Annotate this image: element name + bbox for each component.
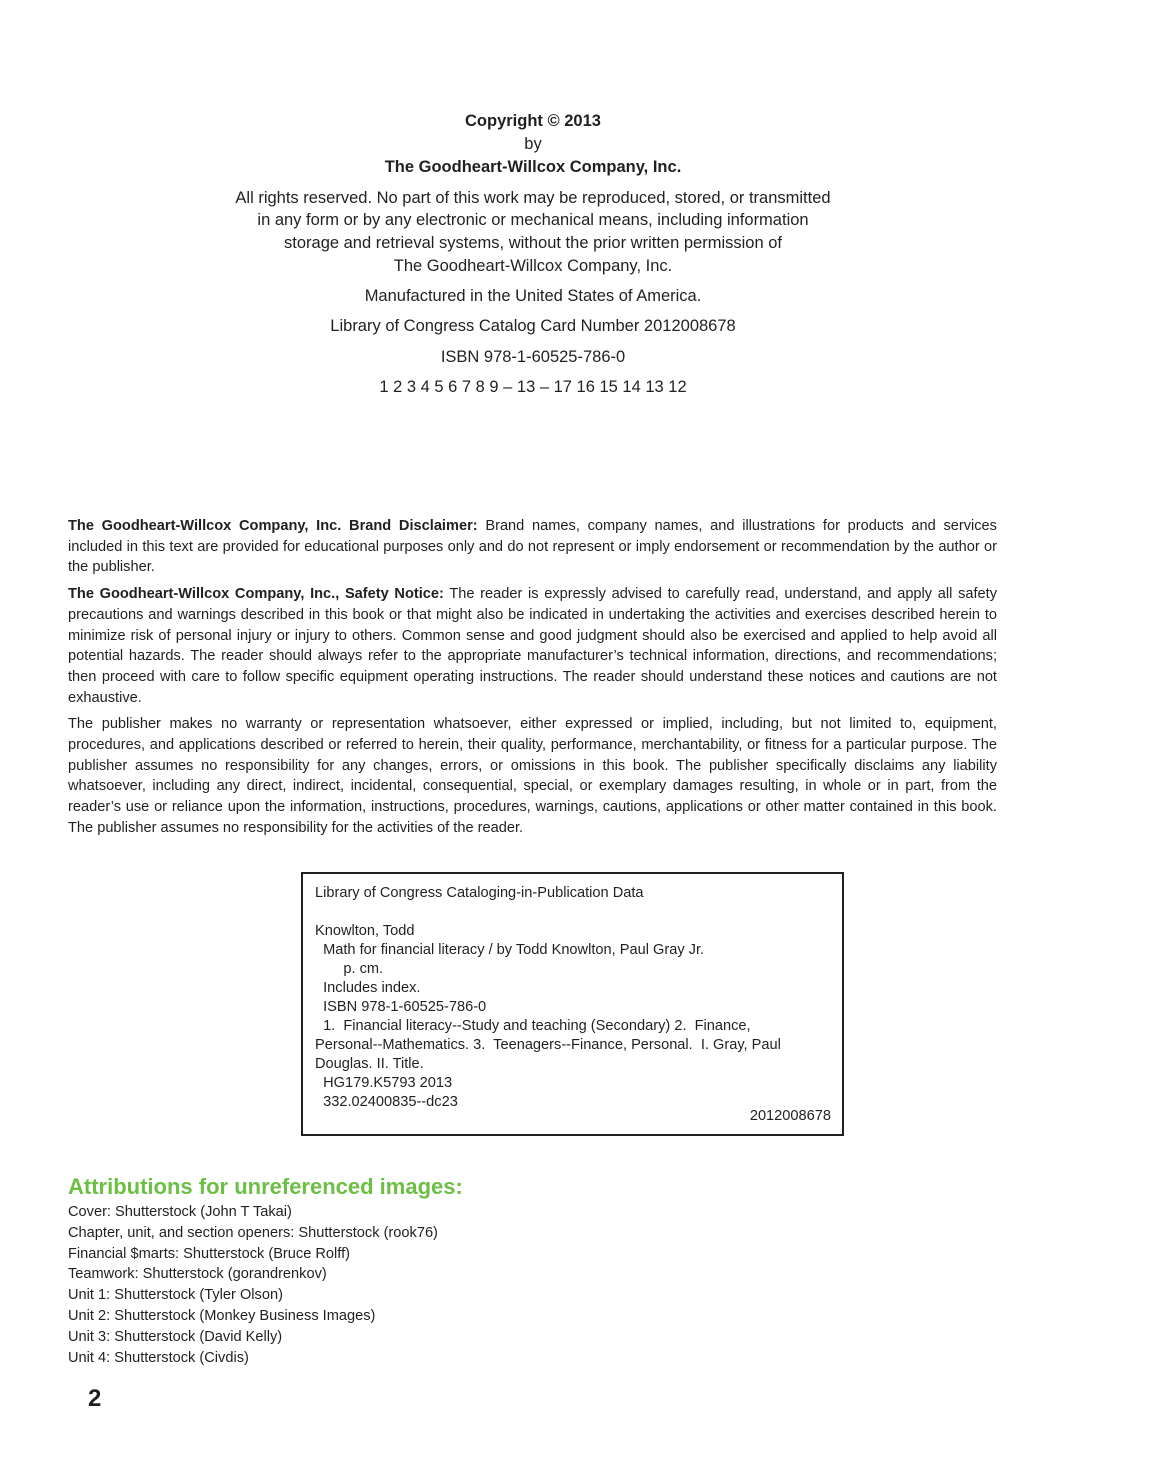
cip-data-box — [301, 872, 844, 1136]
warranty-disclaimer: The publisher makes no warranty or representation whatsoever, either expressed or implied, including, but not limited to, equipment, procedures, and applications described or referred to herein, their quality, performance, merchantability, or fitness for a particular purpose. The publisher assumes no responsibility for any changes, errors, or omissions in this book. The publisher specifically disclaims any liability whatsoever, including any direct, indirect, incidental, consequential, special, or exemplary damages resulting, in whole or in part, from the reader’s use or reliance upon the information, instructions, procedures, warnings, cautions, applications or other matter contained in this book. The publisher assumes no responsibility for the activities of the reader. — [68, 716, 997, 836]
rights-line: in any form or by any electronic or mechanical means, including information — [257, 211, 809, 230]
page-number: 2 — [88, 1385, 102, 1412]
cip-line: Knowlton, Todd — [315, 923, 415, 939]
notices — [68, 516, 997, 845]
manufactured-line: Manufactured in the United States of America. — [364, 286, 702, 305]
attributions-heading: Attributions for unreferenced images: — [68, 1174, 463, 1199]
rights-line: storage and retrieval systems, without the prior written permission of — [284, 234, 782, 253]
brand-disclaimer-text: Brand names, company names, and illustrations for products and services included in this text are provided for educational purposes only and do not represent or imply endorsement or recommendation by the author or the publisher. — [68, 518, 997, 576]
attribution-item: Unit 4: Shutterstock (Civdis) — [68, 1349, 249, 1366]
attribution-item: Teamwork: Shutterstock (gorandrenkov) — [68, 1266, 327, 1283]
attribution-item: Unit 3: Shutterstock (David Kelly) — [68, 1328, 283, 1345]
attribution-item: Financial $marts: Shutterstock (Bruce Rolff) — [68, 1245, 350, 1262]
cip-line: Personal--Mathematics. 3. Teenagers--Finance, Personal. I. Gray, Paul — [315, 1037, 781, 1053]
printing-line: 1 2 3 4 5 6 7 8 9 – 13 – 17 16 15 14 13 12 — [379, 378, 687, 397]
by-line: by — [524, 135, 542, 153]
cip-number: 2012008678 — [749, 1108, 831, 1124]
safety-notice — [68, 584, 997, 708]
attribution-item: Unit 1: Shutterstock (Tyler Olson) — [68, 1287, 283, 1304]
cip-heading: Library of Congress Cataloging-in-Publication Data — [315, 885, 644, 901]
isbn-line: ISBN 978-1-60525-786-0 — [440, 347, 626, 366]
cip-line: Douglas. II. Title. — [315, 1056, 424, 1072]
lccn-line: Library of Congress Catalog Card Number 2012008678 — [330, 317, 736, 336]
cip-line: Includes index. — [315, 980, 421, 996]
safety-notice-label: The Goodheart-Willcox Company, Inc., Safety Notice: — [68, 586, 444, 603]
attribution-item: Chapter, unit, and section openers: Shutterstock (rook76) — [68, 1224, 438, 1241]
rights-statement — [0, 187, 1066, 278]
cip-line: Math for financial literacy / by Todd Knowlton, Paul Gray Jr. — [315, 942, 705, 958]
publisher-name: The Goodheart-Willcox Company, Inc. — [384, 157, 682, 176]
brand-disclaimer — [68, 516, 997, 578]
rights-line: All rights reserved. No part of this work may be reproduced, stored, or transmitted — [235, 188, 831, 207]
cip-line: p. cm. — [315, 961, 384, 977]
cip-line: 1. Financial literacy--Study and teaching (Secondary) 2. Finance, — [315, 1018, 751, 1034]
cip-line: 332.02400835--dc23 — [315, 1094, 458, 1110]
attribution-item: Unit 2: Shutterstock (Monkey Business Images) — [68, 1307, 376, 1324]
cip-line: HG179.K5793 2013 — [315, 1075, 453, 1091]
safety-notice-text: The reader is expressly advised to carefully read, understand, and apply all safety precautions and warnings described in this book or that might also be indicated in undertaking the activities and exercises described herein to minimize risk of personal injury or injury to others. Common sense and good judgment should also be exercised and applied to help avoid all potential hazards. The reader should always refer to the appropriate manufacturer’s technical information, directions, and recommendations; then proceed with care to follow specific equipment operating instructions. The reader should understand these notices and cautions are not exhaustive. — [68, 586, 997, 706]
copyright-block — [0, 110, 1066, 403]
attribution-item: Cover: Shutterstock (John T Takai) — [68, 1204, 292, 1220]
rights-line: The Goodheart-Willcox Company, Inc. — [393, 256, 673, 275]
copyright-line: Copyright © 2013 — [465, 112, 601, 130]
brand-disclaimer-label: The Goodheart-Willcox Company, Inc. Brand Disclaimer: — [68, 518, 478, 534]
cip-line: ISBN 978-1-60525-786-0 — [315, 999, 487, 1015]
attributions — [68, 1173, 463, 1368]
